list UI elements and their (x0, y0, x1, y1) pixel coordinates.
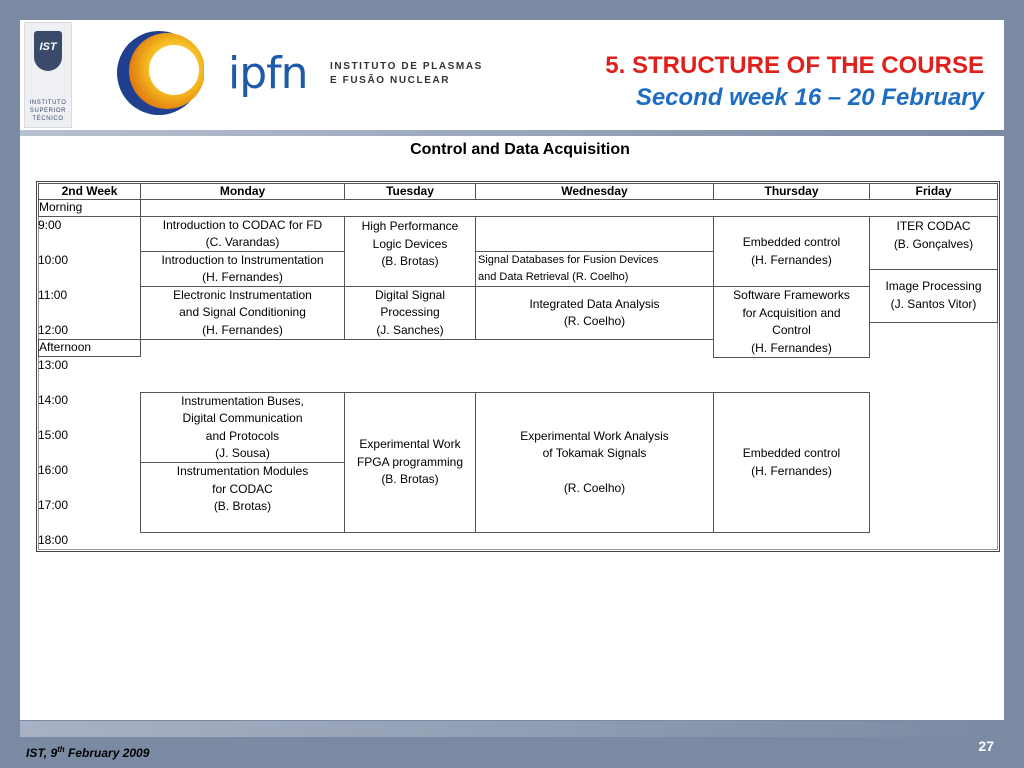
session-text: (R. Coelho) (563, 314, 626, 328)
session-text: (H. Fernandes) (751, 340, 832, 355)
ipfn-sub-line: E FUSÃO NUCLEAR (330, 75, 451, 86)
table-title: Control and Data Acquisition (410, 141, 630, 158)
session-text: Experimental Work (359, 437, 461, 452)
ist-shield-text: IST (39, 41, 57, 53)
ist-logo-line: INSTITUTO (29, 100, 67, 106)
session-text: (J. Santos Vitor) (890, 296, 977, 311)
time-label-afternoon (38, 339, 141, 357)
time-label-1300: 13:00 (38, 358, 69, 372)
session-text: (H. Fernandes) (751, 252, 832, 267)
session-text: High Performance (361, 219, 459, 233)
session-text: (R. Coelho) (563, 481, 626, 495)
session-text: Experimental Work Analysis (520, 428, 669, 443)
session-mon-electronic-instrumentation (140, 286, 345, 340)
session-text: and Protocols (205, 428, 280, 443)
ipfn-logo-subtitle (330, 60, 483, 88)
time-label-morning (38, 199, 141, 217)
session-text: Electronic Instrumentation (173, 287, 312, 302)
session-text: for Acquisition and (742, 305, 841, 320)
session-text: Logic Devices (372, 236, 448, 251)
session-tue-digital-signal-processing (344, 286, 476, 340)
time-label-text: Morning (39, 200, 83, 215)
session-text: and Data Retrieval (R. Coelho) (478, 271, 629, 283)
session-text: (H. Fernandes) (202, 322, 283, 337)
session-wed-tokamak-analysis (475, 392, 714, 533)
time-label-1600: 16:00 (38, 463, 69, 477)
time-label-1800: 18:00 (38, 533, 69, 547)
page-number: 27 (978, 738, 994, 754)
session-tue-logic-devices (344, 216, 476, 287)
slide-header (20, 20, 1004, 130)
header-cell-friday: Friday (869, 183, 998, 200)
session-mon-instrumentation-buses (140, 392, 345, 463)
ist-shield-icon (34, 31, 62, 71)
session-thu-embedded-control (713, 216, 870, 287)
session-text: Introduction to Instrumentation (161, 252, 324, 267)
header-cell-week: 2nd Week (38, 183, 141, 200)
session-text: Digital Communication (182, 411, 303, 425)
session-text: (B. Brotas) (381, 472, 439, 487)
session-text: (B. Brotas) (381, 254, 439, 268)
session-text: and Signal Conditioning (179, 305, 306, 320)
session-text: Digital Signal (374, 287, 446, 302)
footer-date-sup: th (57, 745, 65, 754)
session-text: (H. Fernandes) (202, 270, 283, 284)
slide-title: 5. STRUCTURE OF THE COURSE (605, 52, 984, 79)
session-text: Control (772, 323, 811, 337)
session-text: Embedded control (742, 235, 841, 249)
session-mon-instrumentation-modules (140, 462, 345, 533)
time-label-1200: 12:00 (38, 323, 69, 337)
time-label-1100: 11:00 (38, 288, 68, 302)
ipfn-emblem-icon (114, 28, 204, 118)
session-wed-integrated-data-analysis (475, 286, 714, 340)
ist-logo-line: SUPERIOR (29, 108, 67, 114)
session-mon-instrumentation-intro (140, 251, 345, 287)
session-text: Integrated Data Analysis (529, 296, 660, 311)
ist-logo (24, 22, 72, 128)
time-label-1500: 15:00 (38, 428, 69, 442)
time-label-1000: 10:00 (38, 253, 69, 267)
session-text: (B. Brotas) (213, 499, 272, 513)
session-text: ITER CODAC (896, 219, 971, 233)
footer-date-prefix: IST, 9 (26, 746, 58, 760)
header-divider (20, 130, 1004, 136)
slide-subtitle: Second week 16 – 20 February (635, 84, 984, 111)
session-text: (B. Gonçalves) (893, 236, 974, 251)
session-text: (J. Sanches) (376, 322, 444, 337)
session-text: Processing (380, 305, 440, 320)
session-thu-software-frameworks (713, 286, 870, 358)
header-cell-wednesday: Wednesday (475, 183, 714, 200)
session-thu-embedded-control-pm (713, 392, 870, 533)
time-label-text: Afternoon (39, 340, 92, 355)
session-text: (J. Sousa) (215, 446, 270, 460)
time-label-0900: 9:00 (38, 218, 62, 232)
header-cell-thursday: Thursday (713, 183, 870, 200)
schedule-table (36, 181, 1000, 552)
session-text: Signal Databases for Fusion Devices (478, 253, 659, 266)
ipfn-sub-line: INSTITUTO DE PLASMAS (330, 61, 483, 72)
session-text: FPGA programming (356, 454, 464, 469)
session-mon-codac-intro (140, 216, 345, 252)
footer-date (26, 745, 149, 760)
session-text: Embedded control (742, 446, 841, 460)
footer-bar (20, 721, 1004, 737)
session-tue-fpga-experimental (344, 392, 476, 533)
header-cell-tuesday: Tuesday (344, 183, 476, 200)
time-label-1700: 17:00 (38, 498, 69, 512)
footer-date-suffix: February 2009 (64, 746, 150, 760)
session-text: Introduction to CODAC for FD (162, 217, 323, 232)
session-text: for CODAC (212, 481, 273, 496)
ipfn-logo-text: ipfn (228, 48, 308, 99)
ist-logo-text (25, 99, 71, 123)
session-text: Instrumentation Buses, (181, 393, 304, 408)
session-text: of Tokamak Signals (542, 446, 647, 460)
session-text: (C. Varandas) (205, 235, 280, 249)
session-fri-image-processing (869, 269, 998, 323)
session-text: (H. Fernandes) (751, 463, 832, 478)
session-text: Software Frameworks (733, 288, 850, 302)
ist-logo-line: TÉCNICO (32, 116, 64, 122)
session-text: Instrumentation Modules (176, 464, 309, 478)
time-label-1400: 14:00 (38, 393, 69, 407)
header-cell-monday: Monday (140, 183, 345, 200)
session-text: Image Processing (885, 279, 982, 293)
session-wed-signal-databases (475, 251, 714, 287)
session-fri-iter-codac (869, 216, 998, 270)
